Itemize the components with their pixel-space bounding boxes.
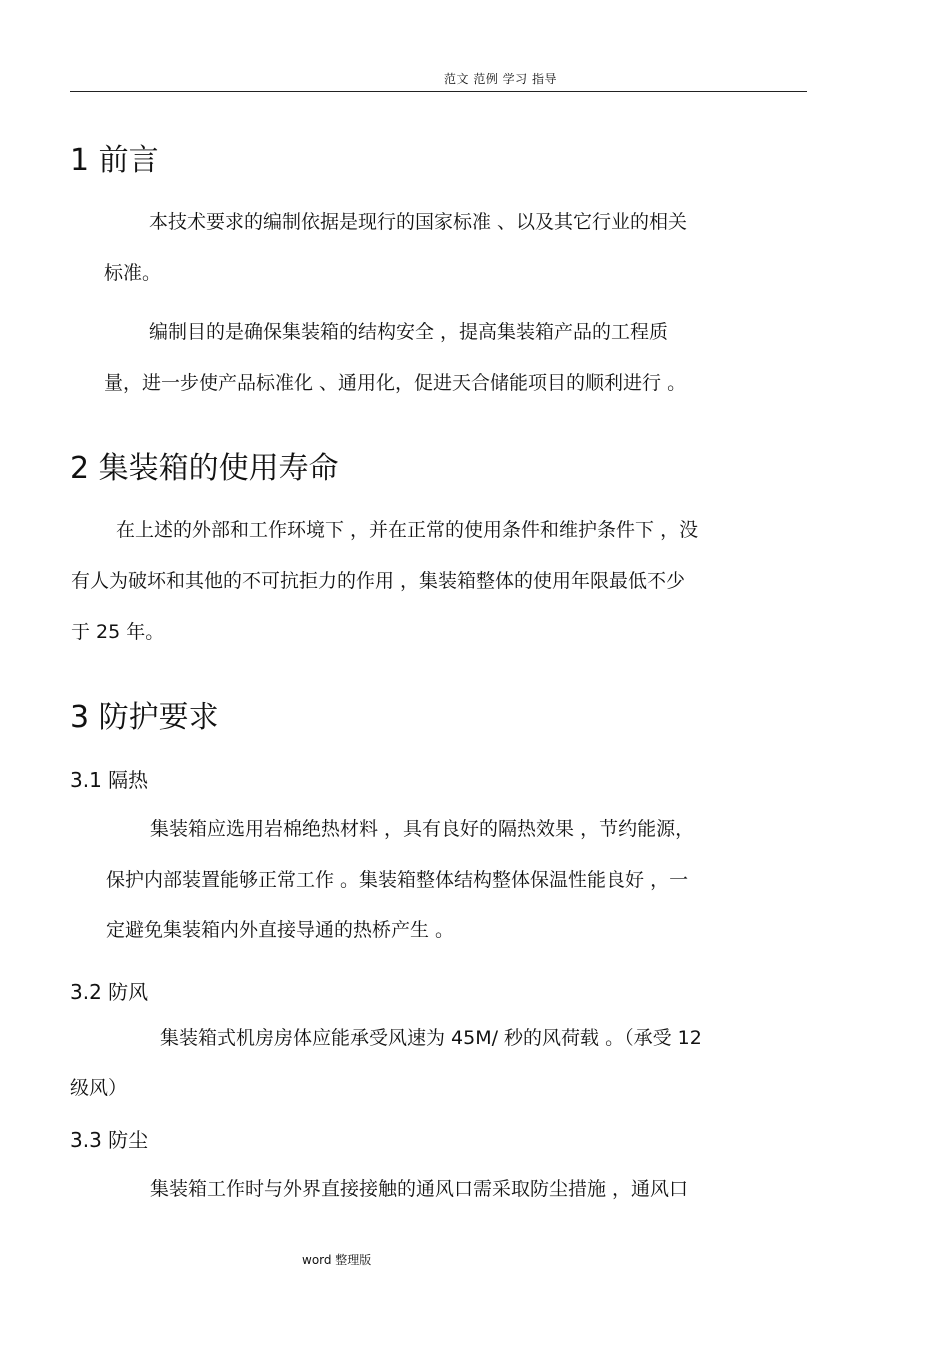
subsection-3-2-line-1: 集装箱式机房房体应能承受风速为 45M/ 秒的风荷载 。（承受 12 [160, 1027, 702, 1049]
section-1-line-2: 标准。 [104, 262, 162, 284]
subsection-3-1-line-3: 定避免集装箱内外直接导通的热桥产生 。 [106, 919, 455, 941]
section-1-line-3: 编制目的是确保集装箱的结构安全 ，提高集装箱产品的工程质 [149, 321, 669, 343]
section-3-heading: 3 防护要求 [70, 700, 219, 735]
page-header-text: 范文 范例 学习 指导 [444, 72, 557, 86]
page-footer-text: word 整理版 [302, 1253, 372, 1267]
section-1-heading: 1 前言 [70, 143, 159, 178]
section-2-line-2: 有人为破坏和其他的不可抗拒力的作用 ，集装箱整体的使用年限最低不少 [71, 570, 686, 592]
subsection-3-1-heading: 3.1 隔热 [70, 768, 149, 792]
section-2-line-3: 于 25 年。 [71, 621, 165, 643]
section-2-heading: 2 集装箱的使用寿命 [70, 451, 339, 486]
section-1-line-4: 量，进一步使产品标准化 、通用化，促进天合储能项目的顺利进行 。 [104, 372, 687, 394]
subsection-3-1-line-1: 集装箱应选用岩棉绝热材料 ，具有良好的隔热效果 ，节约能源， [150, 818, 695, 840]
subsection-3-1-line-2: 保护内部装置能够正常工作 。集装箱整体结构整体保温性能良好 ，一 [106, 869, 689, 891]
section-2-line-1: 在上述的外部和工作环境下 ，并在正常的使用条件和维护条件下 ，没 [116, 519, 699, 541]
subsection-3-2-line-2: 级风） [70, 1077, 128, 1099]
header-divider [70, 91, 807, 92]
subsection-3-3-heading: 3.3 防尘 [70, 1128, 149, 1152]
subsection-3-2-heading: 3.2 防风 [70, 980, 149, 1004]
section-1-line-1: 本技术要求的编制依据是现行的国家标准 、以及其它行业的相关 [149, 211, 688, 233]
subsection-3-3-line-1: 集装箱工作时与外界直接接触的通风口需采取防尘措施 ，通风口 [150, 1178, 689, 1200]
